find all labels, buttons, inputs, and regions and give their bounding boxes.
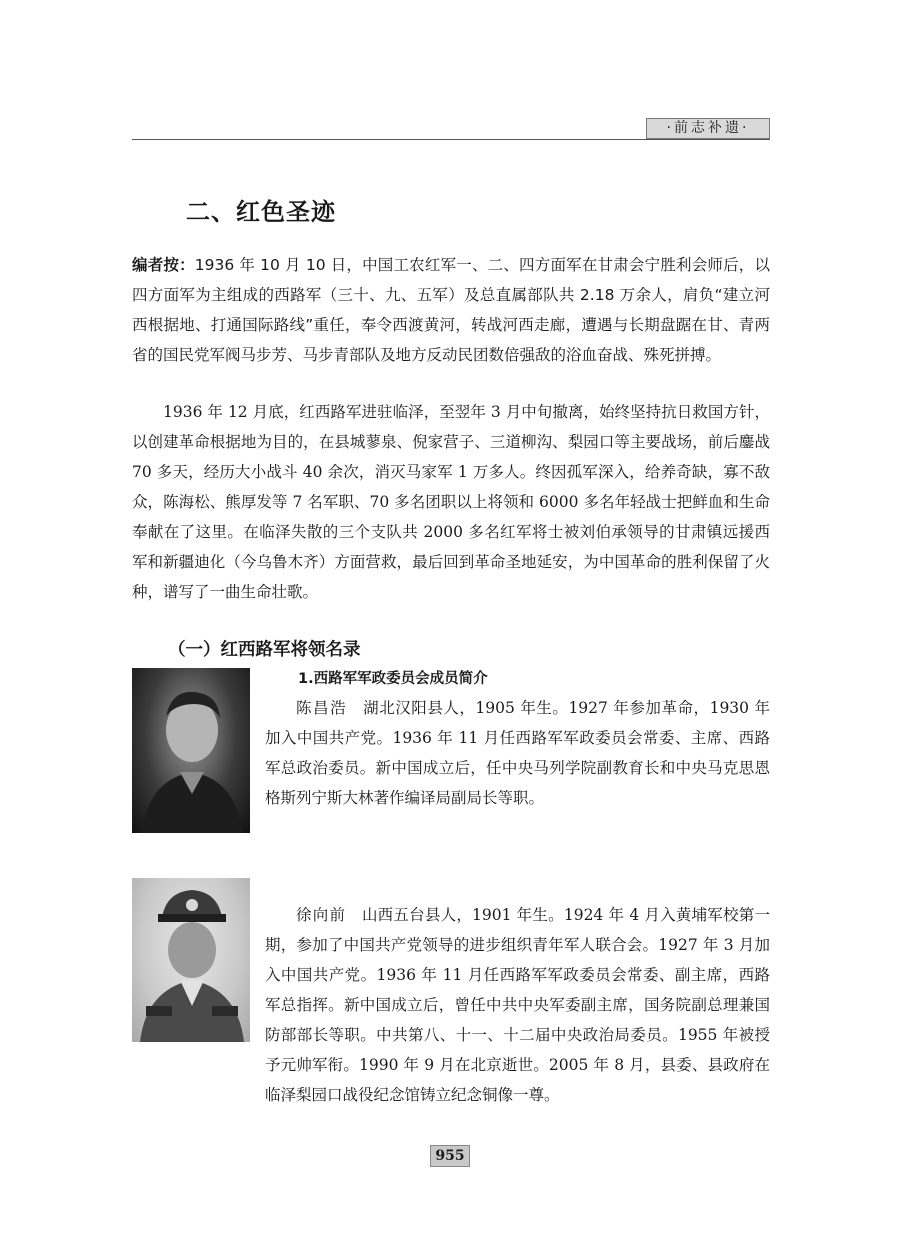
bio-paragraph — [265, 693, 770, 813]
portrait-silhouette — [132, 668, 250, 833]
section-title: 二、红色圣迹 — [186, 198, 336, 226]
portrait-photo — [132, 878, 250, 1042]
bio-name: 徐向前 — [296, 906, 347, 924]
bio-name: 陈昌浩 — [296, 699, 348, 717]
subsection-title: （一）红西路军将领名录 — [168, 640, 361, 660]
editor-note-text: 1936 年 10 月 10 日，中国工农红军一、二、四方面军在甘肃会宁胜利会师后，以四方面军为主组成的西路军（三十、九、五军）及总直属部队共 2.18 万余人，肩负“建立河西根据地、打通国际路线”重任，奉令西渡黄河，转战河西走廊，遭遇与长期盘踞在甘、青两省的国民党军阀马步芳、马步青部队及地方反动民团数倍强敌的浴血奋战、殊死拼搏。 — [132, 256, 770, 364]
page-number: 955 — [430, 1145, 470, 1167]
bio-paragraph — [265, 900, 770, 1110]
bio-text: 山西五台县人，1901 年生。1924 年 4 月入黄埔军校第一期，参加了中国共产党领导的进步组织青年军人联合会。1927 年 3 月加入中国共产党。1936 年 11 月任西路军军政委员会常委、副主席，西路军总指挥。新中国成立后，曾任中共中央军委副主席，国务院副总理兼国防部部长等职。中共第八、十一、十二届中央政治局委员。1955 年被授予元帅军衔。1990 年 9 月在北京逝世。2005 年 8 月，县委、县政府在临泽梨园口战役纪念馆铸立纪念铜像一尊。 — [265, 906, 770, 1104]
editor-note-lead: 编者按： — [132, 256, 195, 274]
bio-text: 湖北汉阳县人，1905 年生。1927 年参加革命，1930 年加入中国共产党。1936 年 11 月任西路军军政委员会常委、主席、西路军总政治委员。新中国成立后，任中央马列学院副教育长和中央马克思恩格斯列宁斯大林著作编译局副局长等职。 — [265, 699, 770, 807]
portrait-silhouette — [132, 878, 250, 1042]
portrait-photo — [132, 668, 250, 833]
running-header: ·前志补遗· — [646, 118, 770, 139]
intro-paragraph: 1936 年 12 月底，红西路军进驻临泽，至翌年 3 月中旬撤离，始终坚持抗日救国方针，以创建革命根据地为目的，在县城蓼泉、倪家营子、三道柳沟、梨园口等主要战场，前后鏖战 70 多天，经历大小战斗 40 余次，消灭马家军 1 万多人。终因孤军深入，给养奇缺，寡不敌众，陈海松、熊厚发等 7 名军职、70 多名团职以上将领和 6000 多名年轻战士把鲜血和生命奉献在了这里。在临泽失散的三个支队共 2000 多名红军将士被刘伯承领导的甘肃镇远援西军和新疆迪化（今乌鲁木齐）方面营救，最后回到革命圣地延安，为中国革命的胜利保留了火种，谱写了一曲生命壮歌。 — [132, 403, 770, 601]
subsubsection-title: 1.西路军军政委员会成员简介 — [298, 671, 488, 687]
editor-note — [132, 250, 770, 370]
header-rule — [132, 139, 770, 140]
